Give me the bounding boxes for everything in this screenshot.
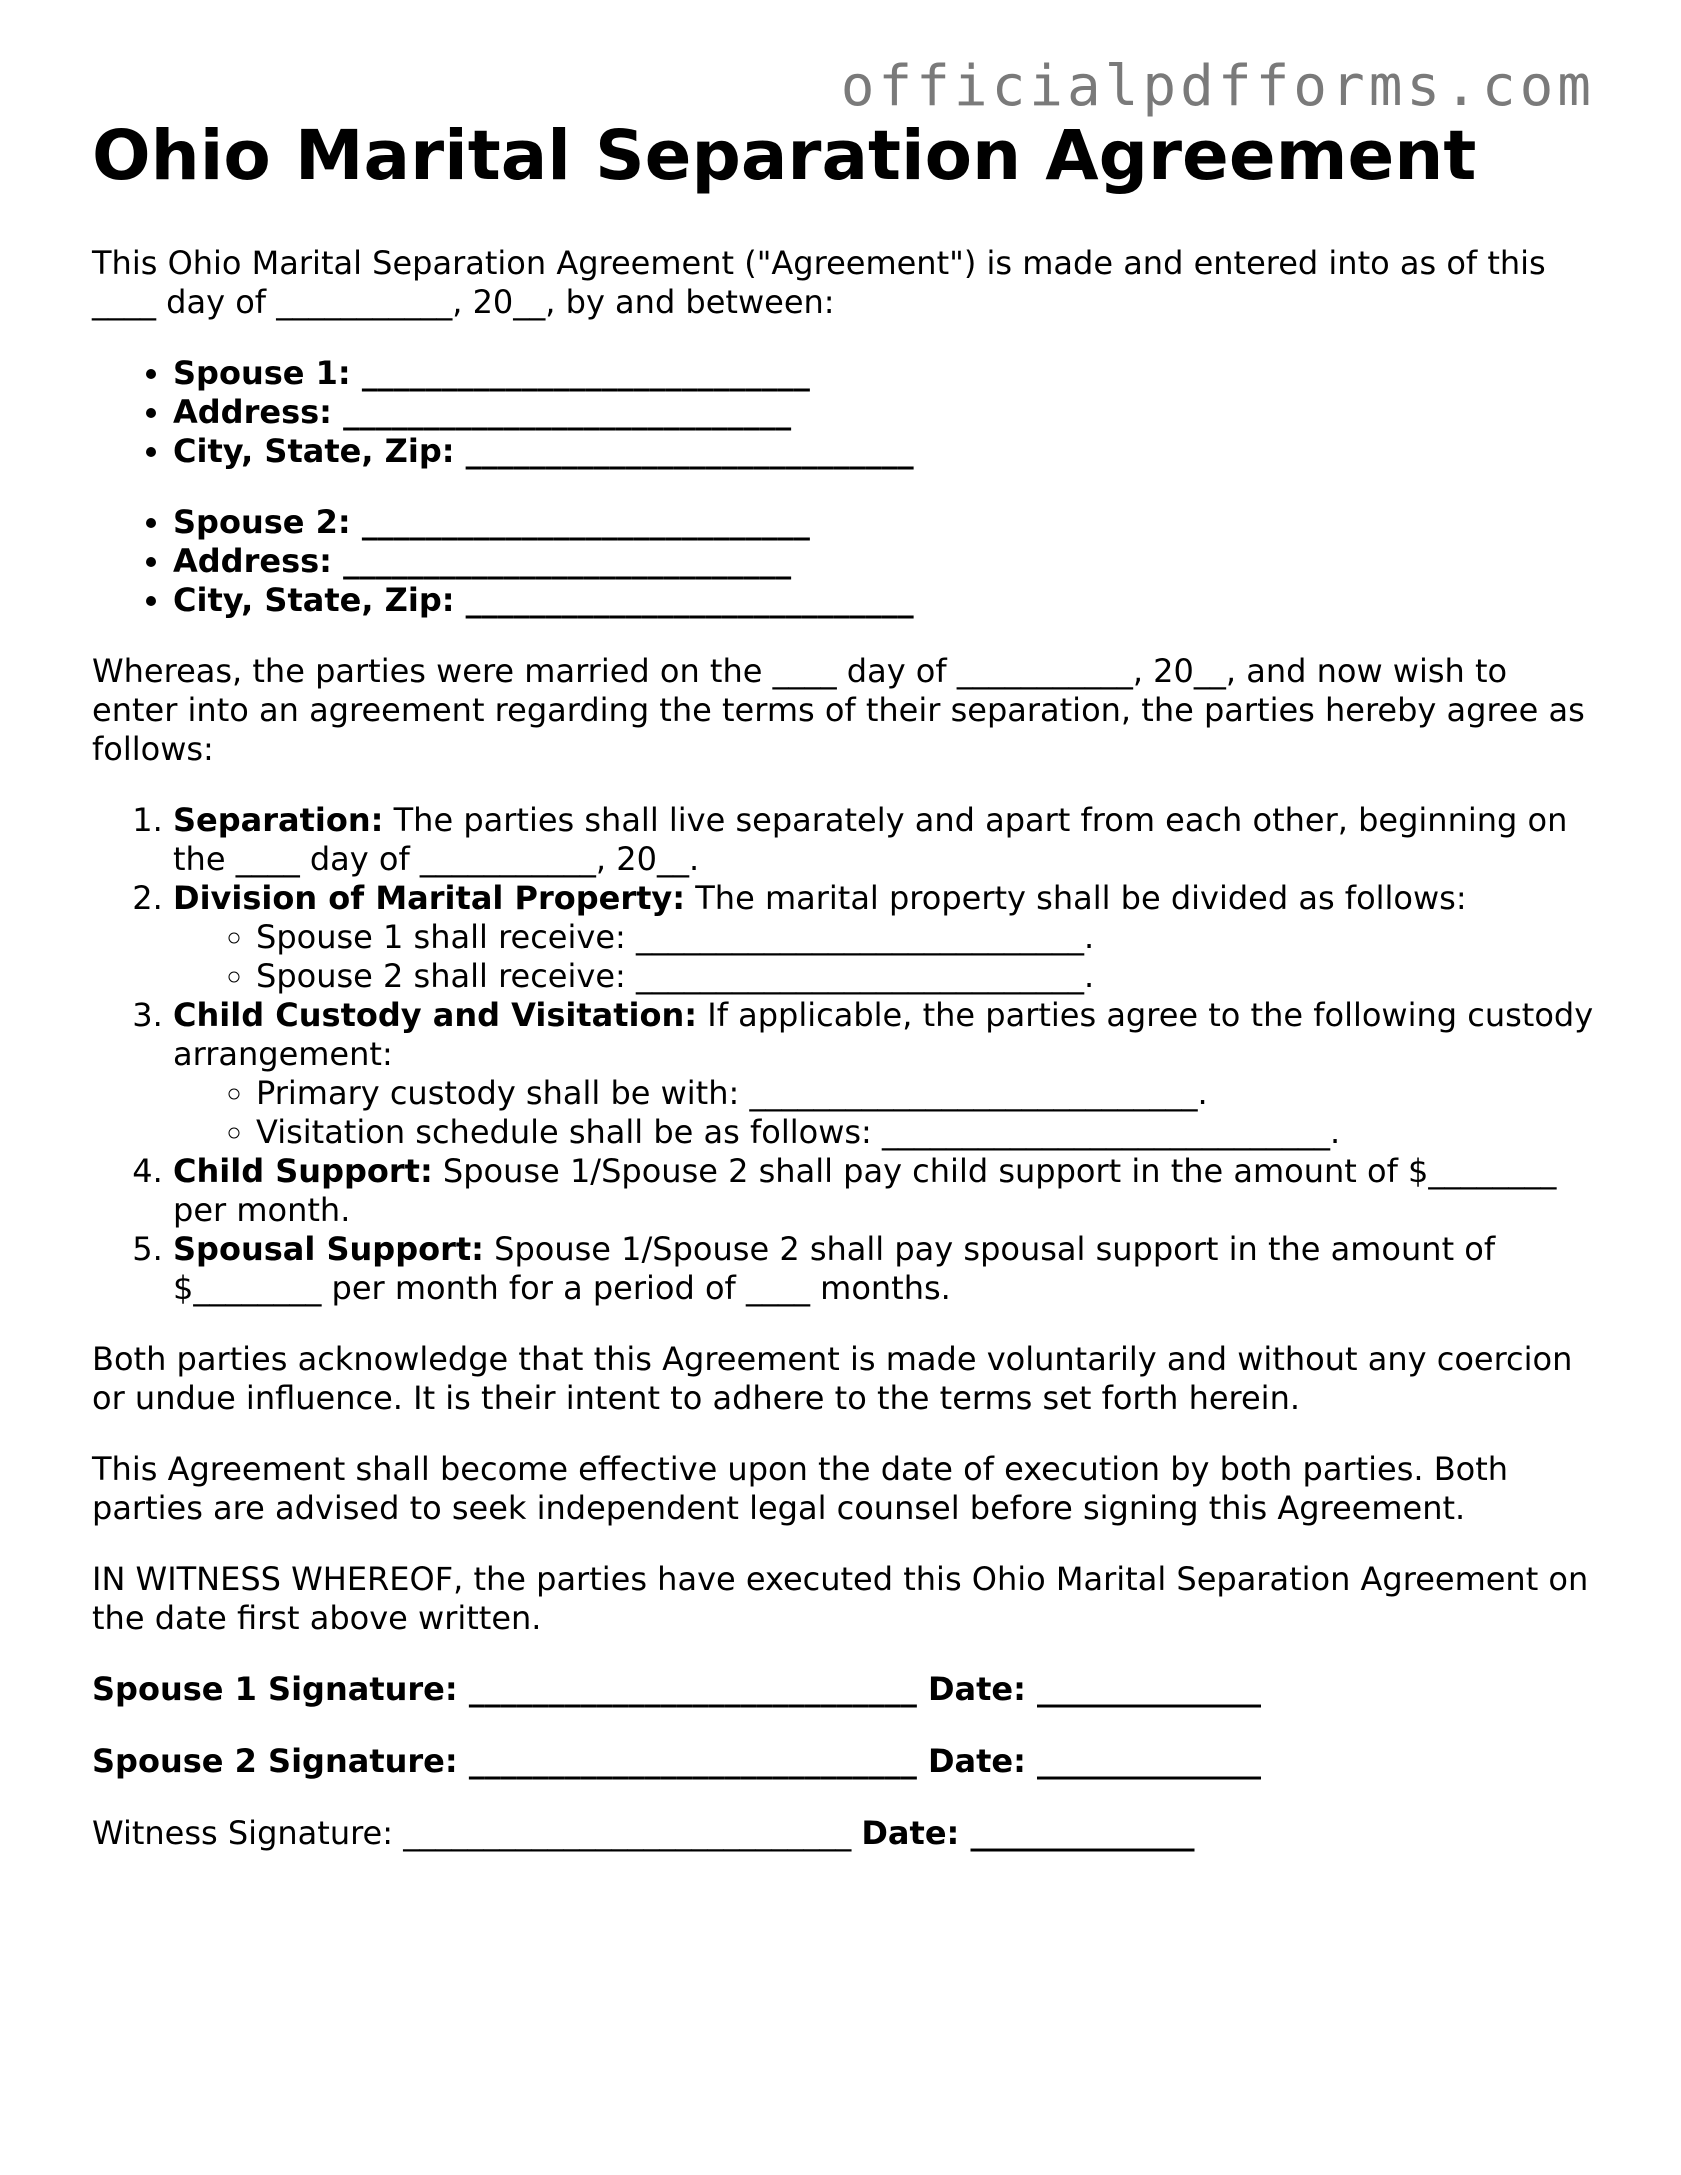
custody-visitation: ◦ Visitation schedule shall be as follows: ____________________________.	[256, 1113, 1602, 1152]
property-sublist	[173, 918, 1602, 996]
term-custody	[173, 996, 1602, 1152]
witness-signature-field[interactable]: Witness Signature: ____________________________	[92, 1814, 852, 1852]
spouse1-details	[92, 354, 1602, 471]
spouse1-name-line: • Spouse 1: ____________________________	[173, 354, 1602, 393]
term-child-support	[173, 1152, 1602, 1230]
term-heading: Separation:	[173, 801, 384, 839]
term-text: If applicable, the parties agree to the following custody arrangement:	[173, 996, 1594, 1073]
acknowledgement-paragraph: Both parties acknowledge that this Agreement is made voluntarily and without any coercion or undue influence. It is their intent to adhere to the terms set forth herein.	[92, 1340, 1573, 1417]
property-spouse2: ◦ Spouse 2 shall receive: ____________________________.	[256, 957, 1602, 996]
custody-primary: ◦ Primary custody shall be with: ____________________________.	[256, 1074, 1602, 1113]
spouse2-date-field[interactable]: Date: ______________	[927, 1742, 1262, 1780]
property-spouse1: ◦ Spouse 1 shall receive: ____________________________.	[256, 918, 1602, 957]
spouse1-signature-field[interactable]: Spouse 1 Signature: ____________________________	[92, 1670, 917, 1708]
term-heading: Child Support:	[173, 1152, 433, 1190]
spouse2-address-line: • Address: ____________________________	[173, 542, 1602, 581]
term-property-division	[173, 879, 1602, 996]
term-text: The marital property shall be divided as follows:	[685, 879, 1467, 917]
term-text: The parties shall live separately and apart from each other, beginning on the ____ day of ___________, 20__.	[173, 801, 1568, 878]
witness-signature-row	[92, 1814, 1602, 1853]
term-separation	[173, 801, 1602, 879]
witness-date-field[interactable]: Date: ______________	[861, 1814, 1195, 1852]
spouse1-date-field[interactable]: Date: ______________	[927, 1670, 1262, 1708]
spouse1-city-line: • City, State, Zip: ____________________________	[173, 432, 1602, 471]
spouse2-signature-field[interactable]: Spouse 2 Signature: ____________________________	[92, 1742, 917, 1780]
whereas-paragraph: Whereas, the parties were married on the ____ day of ___________, 20__, and now wish to enter into an agreement regarding the terms of their separation, the parties hereby agree as follows:	[92, 652, 1585, 768]
term-spousal-support	[173, 1230, 1602, 1308]
spouse2-name-line: • Spouse 2: ____________________________	[173, 503, 1602, 542]
spouse2-details	[92, 503, 1602, 620]
term-heading: Spousal Support:	[173, 1230, 484, 1268]
term-heading: Division of Marital Property:	[173, 879, 686, 917]
term-text: Spouse 1/Spouse 2 shall pay spousal support in the amount of $________ per month for a period of ____ months.	[173, 1230, 1496, 1307]
term-heading: Child Custody and Visitation:	[173, 996, 698, 1034]
spouse1-address-line: • Address: ____________________________	[173, 393, 1602, 432]
custody-sublist	[173, 1074, 1602, 1152]
intro-paragraph: This Ohio Marital Separation Agreement ("Agreement") is made and entered into as of this ____ day of ___________, 20__, by and between:	[92, 244, 1546, 321]
spouse2-city-line: • City, State, Zip: ____________________________	[173, 581, 1602, 620]
spouse1-signature-row	[92, 1670, 1602, 1709]
document-page	[92, 114, 1602, 1886]
term-text: Spouse 1/Spouse 2 shall pay child support in the amount of $________ per month.	[173, 1152, 1557, 1229]
terms-list	[92, 801, 1602, 1308]
witness-clause: IN WITNESS WHEREOF, the parties have executed this Ohio Marital Separation Agreement on the date first above written.	[92, 1560, 1589, 1637]
spouse2-signature-row	[92, 1742, 1602, 1781]
watermark: officialpdfforms.com	[840, 54, 1595, 119]
document-title: Ohio Marital Separation Agreement	[92, 116, 1477, 196]
effective-paragraph: This Agreement shall become effective upon the date of execution by both parties. Both parties are advised to seek independent legal counsel before signing this Agreement.	[92, 1450, 1509, 1527]
